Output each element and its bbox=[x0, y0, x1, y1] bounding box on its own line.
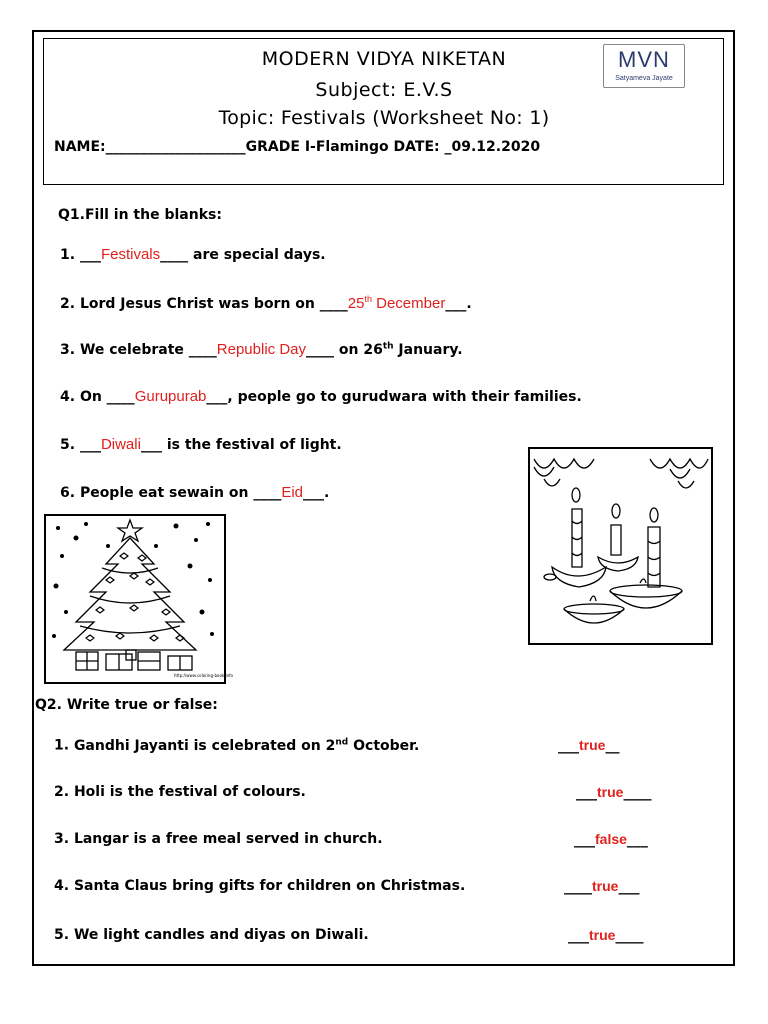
blank-pre: ___ bbox=[568, 928, 589, 944]
blank-pre: ____ bbox=[564, 879, 592, 895]
blank-post: __ bbox=[605, 738, 620, 754]
blank-pre: We celebrate ____ bbox=[79, 342, 217, 358]
blank-post: ____ bbox=[615, 928, 644, 944]
blank-pre: ___ bbox=[574, 832, 595, 848]
statement-text: Langar is a free meal served in church. bbox=[73, 831, 383, 847]
q2-heading: Q2. Write true or false: bbox=[35, 697, 218, 713]
christmas-tree-drawing bbox=[46, 516, 233, 681]
answer-text: true bbox=[589, 927, 616, 943]
q2-answer-5 bbox=[568, 927, 643, 944]
answer-text: Diwali bbox=[100, 436, 141, 453]
blank-post: ____ on 26th January. bbox=[306, 341, 463, 358]
blank-pre: ___ bbox=[558, 738, 579, 754]
answer-text: true bbox=[597, 784, 624, 800]
blank-post: ___. bbox=[303, 485, 330, 501]
blank-pre: Lord Jesus Christ was born on ____ bbox=[79, 296, 348, 312]
answer-text: Festivals bbox=[100, 246, 161, 263]
blank-post: ____ bbox=[623, 785, 652, 801]
q2-answer-3 bbox=[574, 831, 648, 848]
answer-text: true bbox=[579, 737, 606, 753]
student-meta-line bbox=[54, 139, 540, 155]
item-number: 2. bbox=[60, 296, 76, 312]
item-number: 3. bbox=[54, 831, 70, 847]
q1-item-2 bbox=[60, 294, 472, 312]
q1-item-1 bbox=[60, 246, 326, 263]
date-value: _09.12.2020 bbox=[444, 139, 541, 155]
statement-text: Santa Claus bring gifts for children on Christmas. bbox=[73, 878, 466, 894]
blank-post: ___ is the festival of light. bbox=[140, 437, 342, 453]
school-name: MODERN VIDYA NIKETAN bbox=[261, 48, 507, 70]
blank-pre: ___ bbox=[79, 247, 101, 263]
q1-heading: Q1.Fill in the blanks: bbox=[58, 207, 222, 223]
blank-post: ___, people go to gurudwara with their families. bbox=[206, 389, 582, 405]
q2-item-4 bbox=[54, 878, 465, 894]
item-number: 1. bbox=[60, 247, 76, 263]
grade-label: GRADE I-Flamingo bbox=[245, 139, 389, 155]
blank-post: ___. bbox=[445, 296, 472, 312]
statement-text: We light candles and diyas on Diwali. bbox=[73, 927, 369, 943]
christmas-tree-image bbox=[44, 514, 233, 684]
answer-text: Republic Day bbox=[216, 341, 306, 358]
answer-text: Eid bbox=[281, 484, 304, 501]
item-number: 3. bbox=[60, 342, 76, 358]
item-number: 2. bbox=[54, 784, 70, 800]
diwali-candles-image bbox=[528, 447, 713, 645]
item-number: 6. bbox=[60, 485, 76, 501]
q2-answer-1 bbox=[558, 737, 619, 754]
q2-item-5 bbox=[54, 927, 369, 943]
blank-pre: ___ bbox=[576, 785, 597, 801]
blank-post: ___ bbox=[626, 832, 648, 848]
school-logo bbox=[603, 44, 685, 88]
blank-pre: ___ bbox=[79, 437, 101, 453]
q2-item-3 bbox=[54, 831, 383, 847]
item-number: 4. bbox=[60, 389, 76, 405]
item-number: 4. bbox=[54, 878, 70, 894]
q1-item-5 bbox=[60, 436, 342, 453]
item-number: 1. bbox=[54, 737, 70, 754]
q2-item-1 bbox=[54, 737, 419, 754]
diwali-candles-drawing bbox=[530, 449, 710, 642]
item-number: 5. bbox=[54, 927, 70, 943]
q1-item-6 bbox=[60, 484, 329, 501]
q2-answer-4 bbox=[564, 878, 639, 895]
logo-letters: MVN bbox=[618, 47, 670, 72]
blank-post: ___ bbox=[618, 879, 640, 895]
q2-item-2 bbox=[54, 784, 306, 800]
blank-pre: People eat sewain on ____ bbox=[79, 485, 282, 501]
item-number: 5. bbox=[60, 437, 76, 453]
subject-line: Subject: E.V.S bbox=[315, 79, 453, 101]
answer-text: 25th December bbox=[347, 294, 446, 312]
answer-text: false bbox=[595, 831, 627, 847]
q2-answer-2 bbox=[576, 784, 651, 801]
blank-post: ____ are special days. bbox=[160, 247, 326, 263]
logo-motto: Satyameva Jayate bbox=[615, 75, 673, 82]
blank-pre: On ____ bbox=[79, 389, 135, 405]
date-label: DATE: bbox=[393, 139, 440, 155]
topic-line: Topic: Festivals (Worksheet No: 1) bbox=[218, 107, 550, 129]
statement-text: Gandhi Jayanti is celebrated on 2nd October. bbox=[73, 737, 420, 754]
name-blank: ____________________ bbox=[105, 139, 246, 155]
tree-image-caption: http://www.coloring-book.info bbox=[174, 673, 233, 678]
q1-item-4 bbox=[60, 388, 582, 405]
answer-text: true bbox=[592, 878, 619, 894]
q1-item-3 bbox=[60, 341, 463, 358]
statement-text: Holi is the festival of colours. bbox=[73, 784, 306, 800]
answer-text: Gurupurab bbox=[134, 388, 207, 405]
name-label: NAME: bbox=[54, 139, 106, 155]
